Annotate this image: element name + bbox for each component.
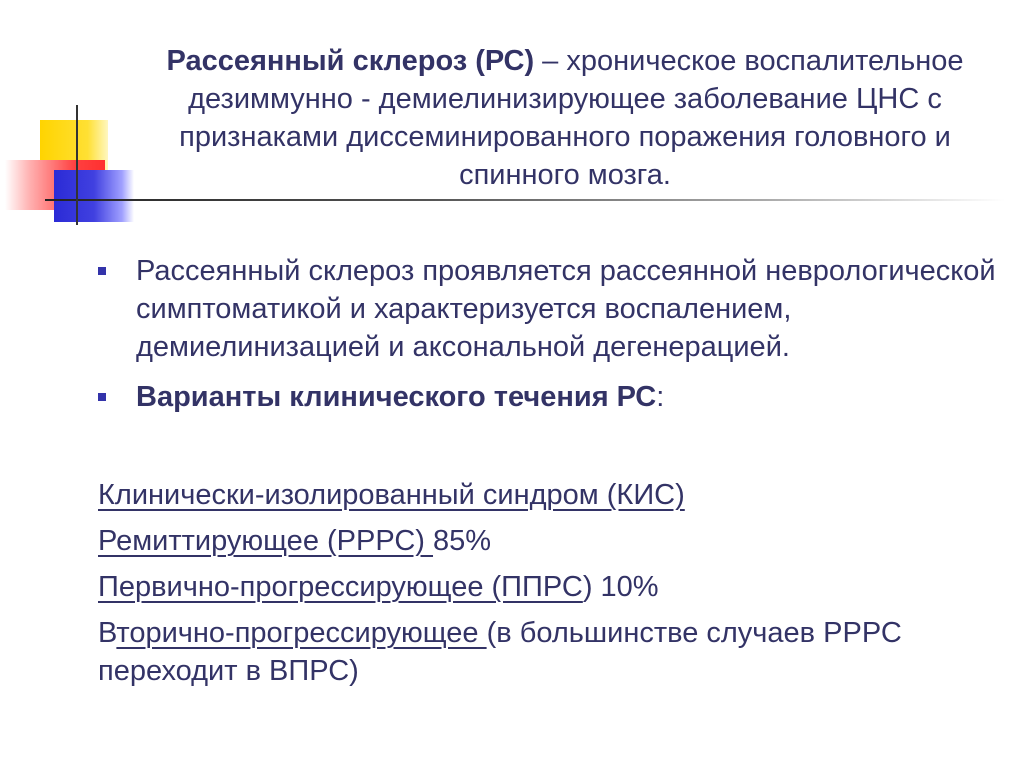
variant-pprs: [98, 568, 978, 606]
title-term: Рассеянный склероз (РС): [166, 45, 535, 77]
bullet-square-icon: [98, 393, 106, 401]
variants-list: [98, 476, 978, 698]
slide-title: [140, 42, 990, 194]
variant-tail: ) 10%: [582, 571, 659, 603]
bullet-item-description: [98, 252, 998, 366]
variant-link[interactable]: Ремиттирующее (РРРС): [98, 525, 434, 557]
bullet-text: Рассеянный склероз проявляется рассеянной неврологической симптоматикой и характеризуется воспалением, демиелинизацией и аксональной дегенерацией.: [136, 255, 996, 363]
variants-heading-colon: :: [656, 381, 665, 413]
decor-vertical-line: [76, 105, 78, 225]
variants-heading: Варианты клинического течения РС: [136, 381, 657, 413]
variant-link[interactable]: Первично-прогрессирующее (ППРС: [98, 571, 583, 603]
bullet-list: [98, 252, 998, 416]
variant-kis: [98, 476, 978, 514]
variant-rrrs: [98, 522, 978, 560]
bullet-square-icon: [98, 267, 106, 275]
variant-link[interactable]: торично-прогрессирующее: [116, 617, 487, 649]
variant-tail: (в большинстве случаев РРРС переходит в ВПРС): [98, 617, 902, 687]
decor-blue-square: [54, 170, 134, 222]
title-definition: – хроническое воспалительное дезиммунно - демиелинизирующее заболевание ЦНС с признаками диссеминированного поражения головного и спинного мозга.: [179, 45, 964, 191]
variant-tail: 85%: [433, 525, 492, 557]
variant-vprs: [98, 614, 978, 690]
decor-horizontal-line: [45, 199, 1005, 201]
variant-prefix: В: [98, 617, 117, 649]
variant-link[interactable]: Клинически-изолированный синдром (КИС): [98, 479, 685, 511]
bullet-item-variants-heading: [98, 378, 998, 416]
